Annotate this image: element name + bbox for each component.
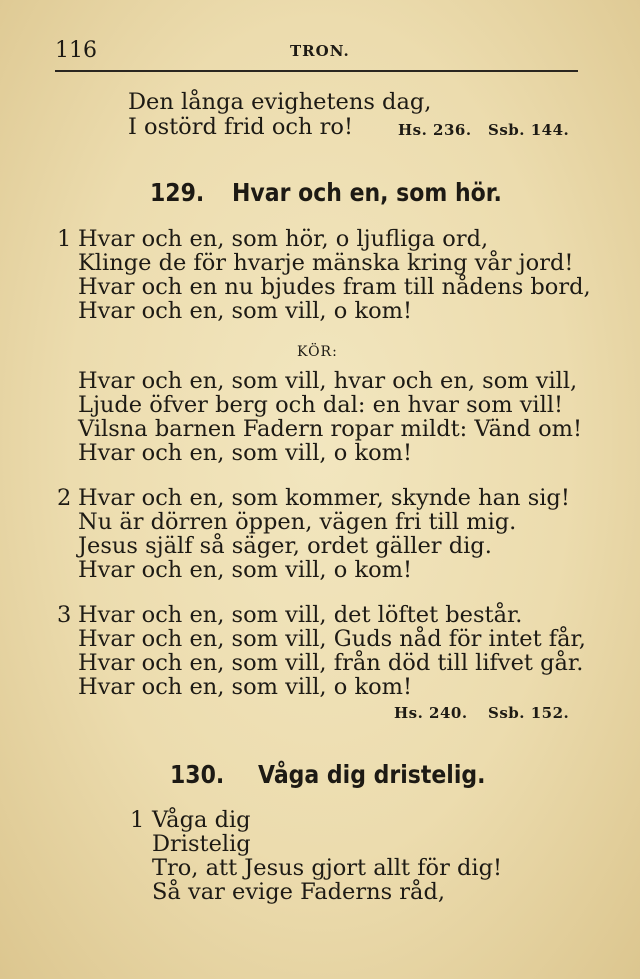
prev-ref-hs: Hs. 236. — [398, 121, 472, 139]
hymn-130-number: 130. — [170, 760, 225, 789]
chorus-line-3: Vilsna barnen Fadern ropar mildt: Vänd om! — [78, 416, 582, 442]
prev-ref-ssb: Ssb. 144. — [488, 121, 570, 139]
hymn-130-verse-1-line-4: Så var evige Faderns råd, — [152, 879, 445, 905]
hymn-130-verse-1-number: 1 — [130, 807, 145, 833]
verse-3-line-4: Hvar och en, som vill, o kom! — [78, 674, 412, 700]
hymn-129-ref-ssb: Ssb. 152. — [488, 704, 570, 722]
hymn-129-number: 129. — [150, 178, 205, 207]
hymn-130-verse-1-line-2: Dristelig — [152, 831, 251, 857]
prev-line-2: I ostörd frid och ro! — [128, 114, 353, 140]
prev-line-1: Den långa evighetens dag, — [128, 89, 432, 115]
running-title: TRON. — [290, 42, 350, 60]
verse-3-line-3: Hvar och en, som vill, från död till lifvet går. — [78, 650, 584, 676]
hymn-130-title: Våga dig dristelig. — [258, 760, 486, 789]
chorus-line-4: Hvar och en, som vill, o kom! — [78, 440, 412, 466]
verse-3-line-1: Hvar och en, som vill, det löftet består. — [78, 602, 523, 628]
verse-3-line-2: Hvar och en, som vill, Guds nåd för intet får, — [78, 626, 586, 652]
verse-2-line-2: Nu är dörren öppen, vägen fri till mig. — [78, 509, 517, 535]
verse-2-line-1: Hvar och en, som kommer, skynde han sig! — [78, 485, 570, 511]
verse-2-line-3: Jesus själf så säger, ordet gäller dig. — [78, 533, 492, 559]
header-rule — [55, 70, 578, 72]
verse-2-line-4: Hvar och en, som vill, o kom! — [78, 557, 412, 583]
verse-1-line-1: Hvar och en, som hör, o ljufliga ord, — [78, 226, 489, 252]
hymn-129-title: Hvar och en, som hör. — [232, 178, 502, 207]
chorus-line-1: Hvar och en, som vill, hvar och en, som vill, — [78, 368, 578, 394]
hymn-130-verse-1-line-3: Tro, att Jesus gjort allt för dig! — [152, 855, 503, 881]
verse-1-line-4: Hvar och en, som vill, o kom! — [78, 298, 412, 324]
verse-1-number: 1 — [57, 226, 72, 252]
verse-1-line-2: Klinge de för hvarje mänska kring vår jord! — [78, 250, 574, 276]
chorus-line-2: Ljude öfver berg och dal: en hvar som vill! — [78, 392, 564, 418]
chorus-label: KÖR: — [297, 344, 338, 360]
verse-1-line-3: Hvar och en nu bjudes fram till nådens bord, — [78, 274, 591, 300]
page-number: 116 — [55, 38, 97, 63]
hymn-130-verse-1-line-1: Våga dig — [152, 807, 251, 833]
verse-3-number: 3 — [57, 602, 72, 628]
verse-2-number: 2 — [57, 485, 72, 511]
hymn-129-ref-hs: Hs. 240. — [394, 704, 468, 722]
